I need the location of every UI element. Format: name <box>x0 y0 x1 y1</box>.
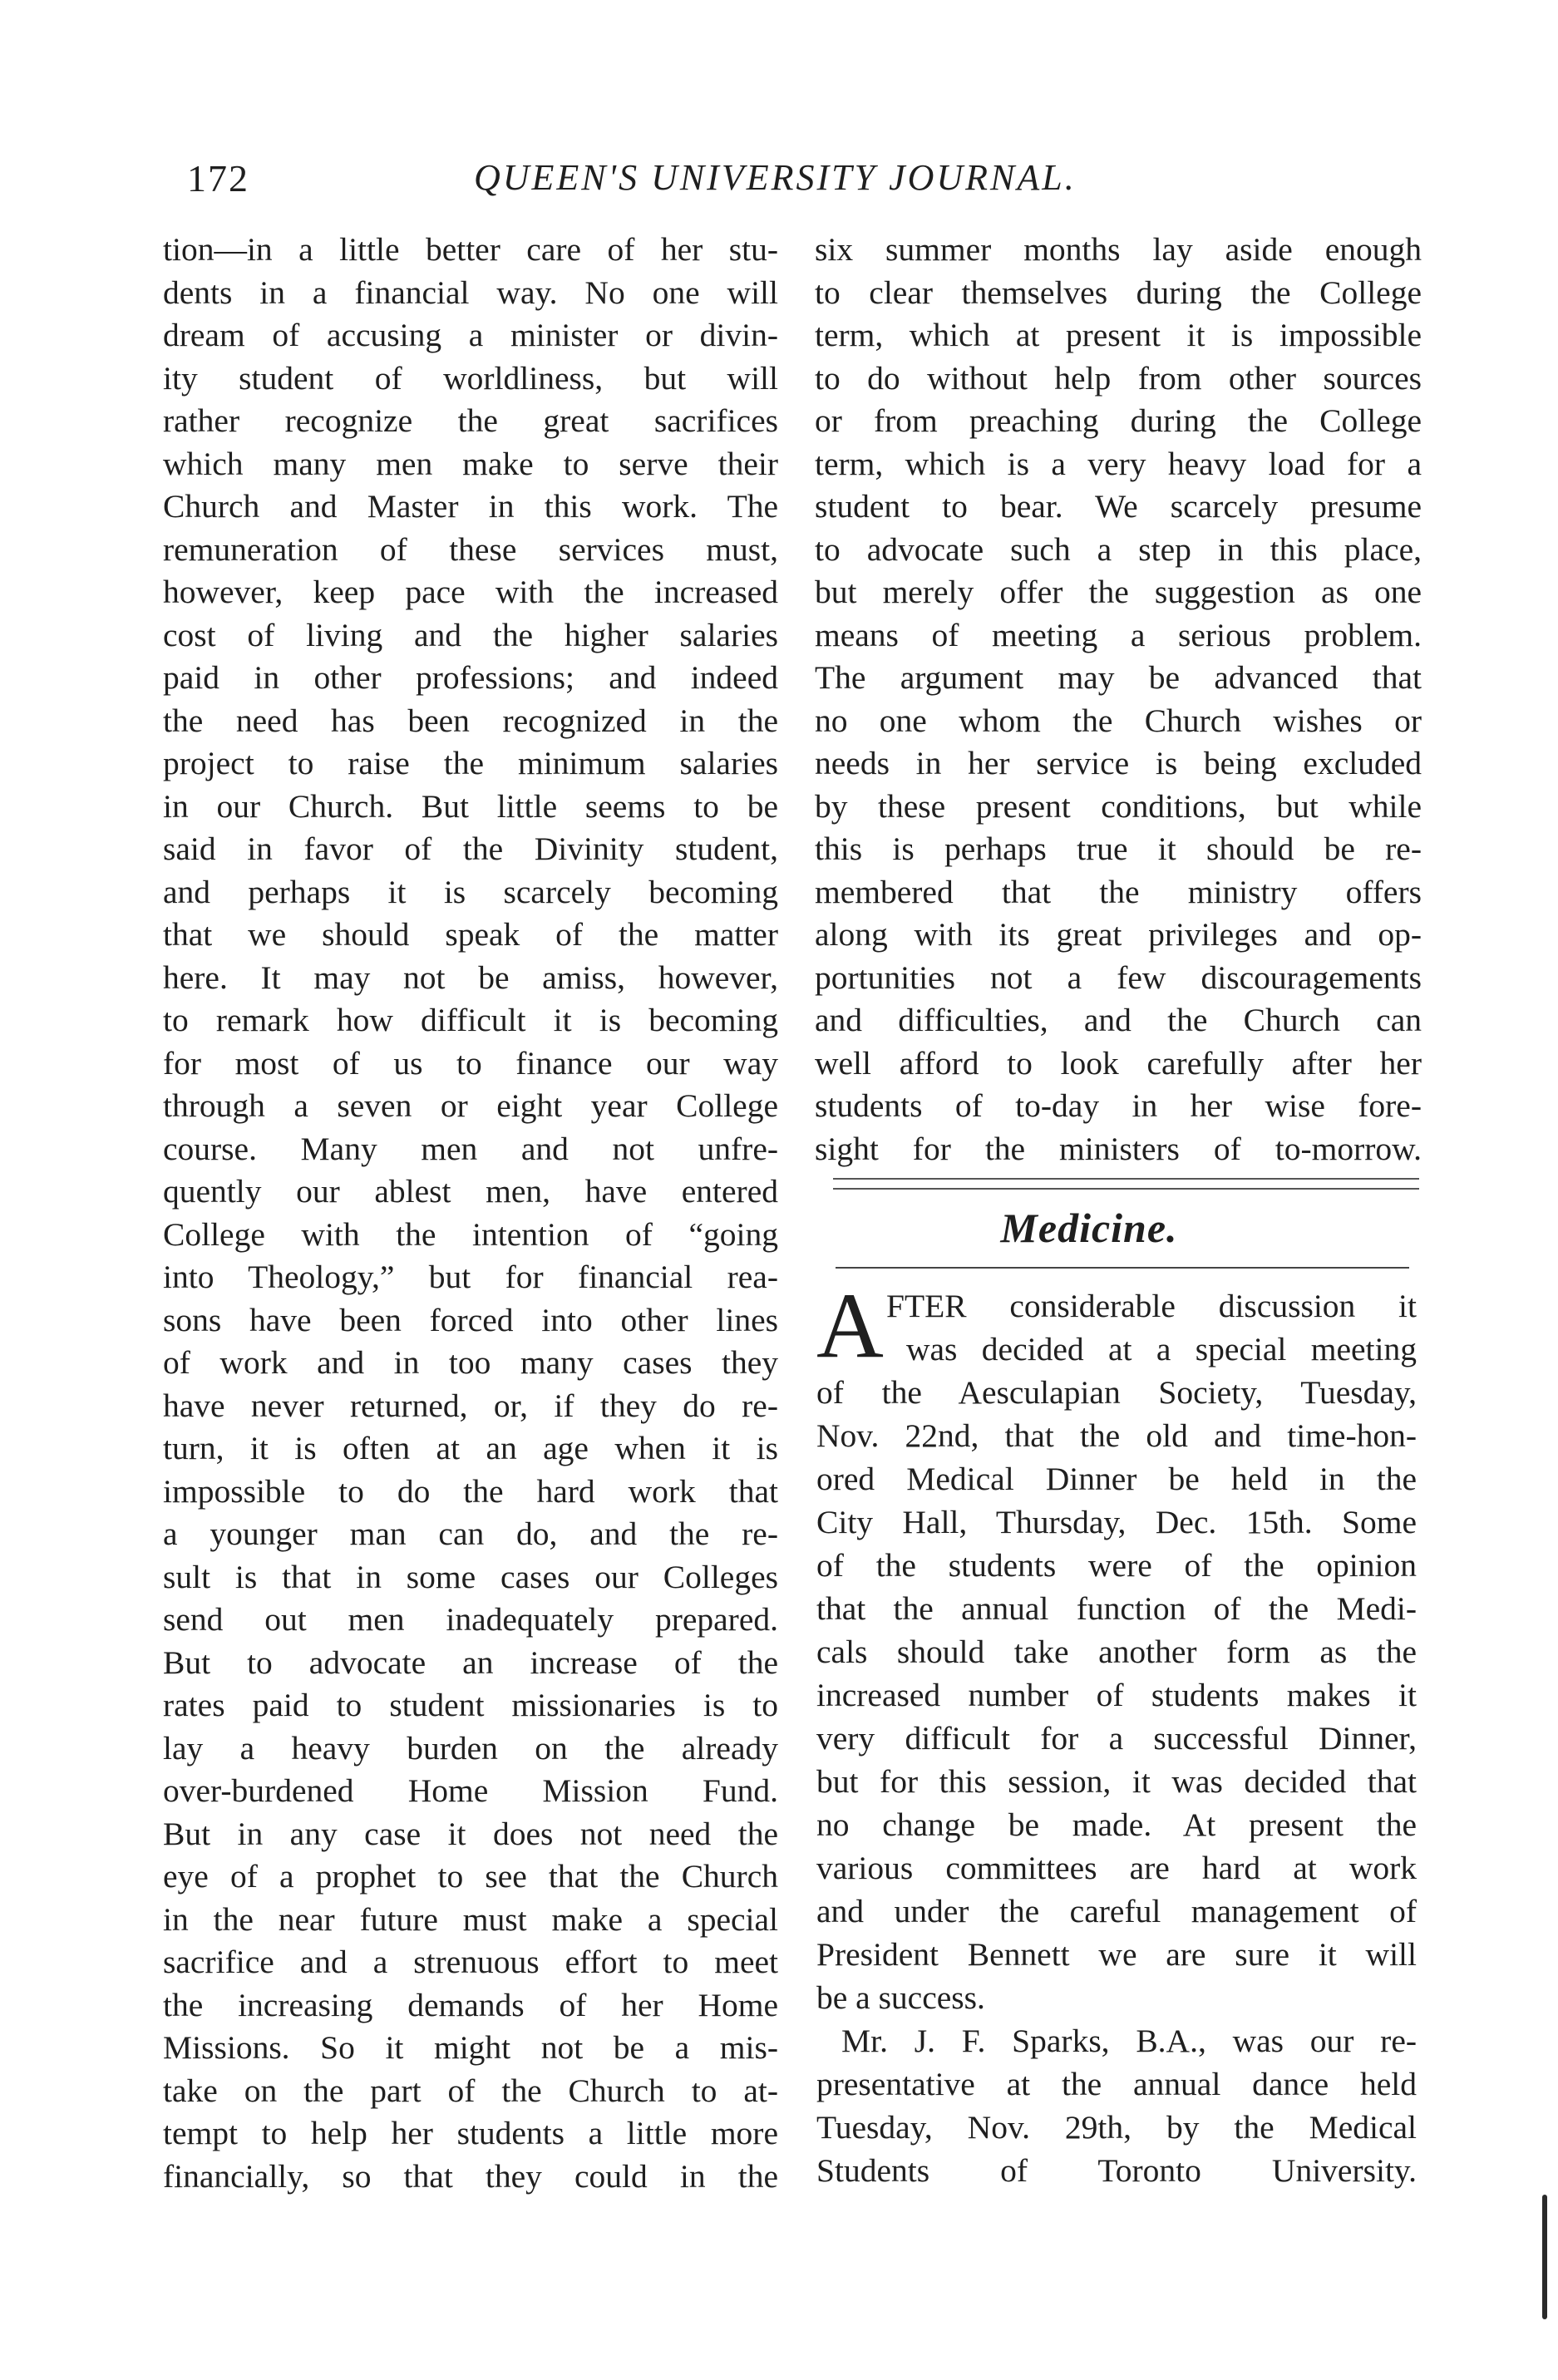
text-line: that the annual function of the Medi- <box>816 1590 1417 1627</box>
text-line: dents in a financial way. No one will <box>163 273 778 311</box>
text-line: Mr. J. F. Sparks, B.A., was our re- <box>841 2023 1417 2059</box>
text-line: was decided at a special meeting <box>906 1331 1417 1367</box>
text-line: term, which is a very heavy load for a <box>815 445 1422 482</box>
text-line: financially, so that they could in the <box>163 2157 778 2195</box>
text-line: Church and Master in this work. The <box>163 488 778 525</box>
text-line: this is perhaps true it should be re- <box>815 830 1422 867</box>
page-header <box>187 156 1401 206</box>
text-line: by these present conditions, but while <box>815 787 1422 825</box>
text-line: through a seven or eight year College <box>163 1087 778 1124</box>
text-line: eye of a prophet to see that the Church <box>163 1858 778 1895</box>
text-line: a younger man can do, and the re- <box>163 1515 778 1552</box>
text-line: presentative at the annual dance held <box>816 2066 1417 2102</box>
text-line: no one whom the Church wishes or <box>815 702 1422 739</box>
text-line: cost of living and the higher salaries <box>163 616 778 653</box>
text-line: The argument may be advanced that <box>815 659 1422 696</box>
text-line: students of to-day in her wise fore- <box>815 1087 1422 1124</box>
text-line: along with its great privileges and op- <box>815 916 1422 953</box>
text-line: sacrifice and a strenuous effort to meet <box>163 1944 778 1980</box>
text-line: rates paid to student missionaries is to <box>163 1687 778 1723</box>
text-line: FTER considerable discussion it <box>886 1288 1417 1324</box>
text-line: which many men make to serve their <box>163 445 778 482</box>
text-line: well afford to look carefully after her <box>815 1044 1422 1082</box>
text-line: lay a heavy burden on the already <box>163 1729 778 1767</box>
text-line: tempt to help her students a little more <box>163 2115 778 2151</box>
text-line: send out men inadequately prepared. <box>163 1601 778 1638</box>
text-line: tion—in a little better care of her stu- <box>163 231 778 268</box>
text-line: turn, it is often at an age when it is <box>163 1430 778 1466</box>
text-line: very difficult for a successful Dinner, <box>816 1720 1417 1757</box>
text-line: to do without help from other sources <box>815 359 1422 397</box>
section-divider-double <box>833 1178 1419 1190</box>
text-line: and under the careful management of <box>816 1893 1417 1929</box>
text-line: and difficulties, and the Church can <box>815 1002 1422 1038</box>
text-line: but merely offer the suggestion as one <box>815 574 1422 610</box>
text-line: various committees are hard at work <box>816 1850 1417 1886</box>
text-line: take on the part of the Church to at- <box>163 2072 778 2109</box>
text-line: project to raise the minimum salaries <box>163 745 778 781</box>
text-line: student to bear. We scarcely presume <box>815 488 1422 525</box>
text-line: have never returned, or, if they do re- <box>163 1387 778 1424</box>
text-line: term, which at present it is impossible <box>815 317 1422 353</box>
text-line: quently our ablest men, have entered <box>163 1173 778 1210</box>
text-line: be a success. <box>816 1979 985 2016</box>
text-line: course. Many men and not unfre- <box>163 1130 778 1167</box>
text-line: membered that the ministry offers <box>815 873 1422 910</box>
medicine-section <box>816 1274 1417 2192</box>
text-line: but for this session, it was decided that <box>816 1763 1417 1800</box>
text-line: to advocate such a step in this place, <box>815 530 1422 568</box>
text-line: for most of us to finance our way <box>163 1044 778 1082</box>
text-line: in the near future must make a special <box>163 1900 778 1938</box>
text-line: no change be made. At present the <box>816 1806 1417 1843</box>
text-line: the increasing demands of her Home <box>163 1986 778 2023</box>
text-line: to remark how difficult it is becoming <box>163 1002 778 1038</box>
text-line: Nov. 22nd, that the old and time-hon- <box>816 1417 1417 1454</box>
text-line: portunities not a few discouragements <box>815 958 1422 996</box>
text-line: needs in her service is being excluded <box>815 745 1422 781</box>
text-line: said in favor of the Divinity student, <box>163 830 778 867</box>
text-line: increased number of students makes it <box>816 1677 1417 1713</box>
text-line: that we should speak of the matter <box>163 916 778 953</box>
text-line: means of meeting a serious problem. <box>815 616 1422 653</box>
text-line: impossible to do the hard work that <box>163 1472 778 1510</box>
text-line: sight for the ministers of to-morrow. <box>815 1130 1422 1167</box>
text-line: College with the intention of “going <box>163 1215 778 1253</box>
text-line: to clear themselves during the College <box>815 273 1422 311</box>
text-line: Missions. So it might not be a mis- <box>163 2029 778 2066</box>
text-line: But to advocate an increase of the <box>163 1643 778 1681</box>
text-line: Students of Toronto University. <box>816 2152 1417 2189</box>
text-line: of the students were of the opinion <box>816 1547 1417 1584</box>
text-line: rather recognize the great sacrifices <box>163 402 778 439</box>
text-line: ored Medical Dinner be held in the <box>816 1461 1417 1497</box>
text-line: and perhaps it is scarcely becoming <box>163 873 778 910</box>
drop-cap: A <box>816 1274 884 1377</box>
text-line: dream of accusing a minister or divin- <box>163 317 778 353</box>
text-line: sult is that in some cases our Colleges <box>163 1558 778 1595</box>
scan-edge-mark <box>1542 2195 1547 2319</box>
text-line: into Theology,” but for financial rea- <box>163 1259 778 1295</box>
text-line: cals should take another form as the <box>816 1633 1417 1670</box>
left-column <box>163 229 778 2198</box>
journal-title: QUEEN'S UNIVERSITY JOURNAL. <box>474 157 1077 198</box>
text-line: however, keep pace with the increased <box>163 574 778 610</box>
text-line: Tuesday, Nov. 29th, by the Medical <box>816 2109 1417 2146</box>
section-heading-medicine: Medicine. <box>1000 1205 1178 1251</box>
text-line: remuneration of these services must, <box>163 530 778 568</box>
text-line: or from preaching during the College <box>815 402 1422 439</box>
text-line: the need has been recognized in the <box>163 702 778 739</box>
text-line: here. It may not be amiss, however, <box>163 958 778 996</box>
text-line: of work and in too many cases they <box>163 1344 778 1381</box>
page-number: 172 <box>187 157 249 200</box>
text-line: ity student of worldliness, but will <box>163 359 778 397</box>
text-line: six summer months lay aside enough <box>815 231 1422 268</box>
text-line: President Bennett we are sure it will <box>816 1936 1417 1973</box>
text-line: in our Church. But little seems to be <box>163 787 778 825</box>
text-line: sons have been forced into other lines <box>163 1301 778 1338</box>
text-line: City Hall, Thursday, Dec. 15th. Some <box>816 1504 1417 1540</box>
text-line: But in any case it does not need the <box>163 1815 778 1852</box>
right-column <box>815 229 1422 1170</box>
text-line: paid in other professions; and indeed <box>163 659 778 696</box>
text-line: of the Aesculapian Society, Tuesday, <box>816 1374 1417 1411</box>
section-divider-single <box>836 1267 1409 1269</box>
text-line: over-burdened Home Mission Fund. <box>163 1772 778 1809</box>
